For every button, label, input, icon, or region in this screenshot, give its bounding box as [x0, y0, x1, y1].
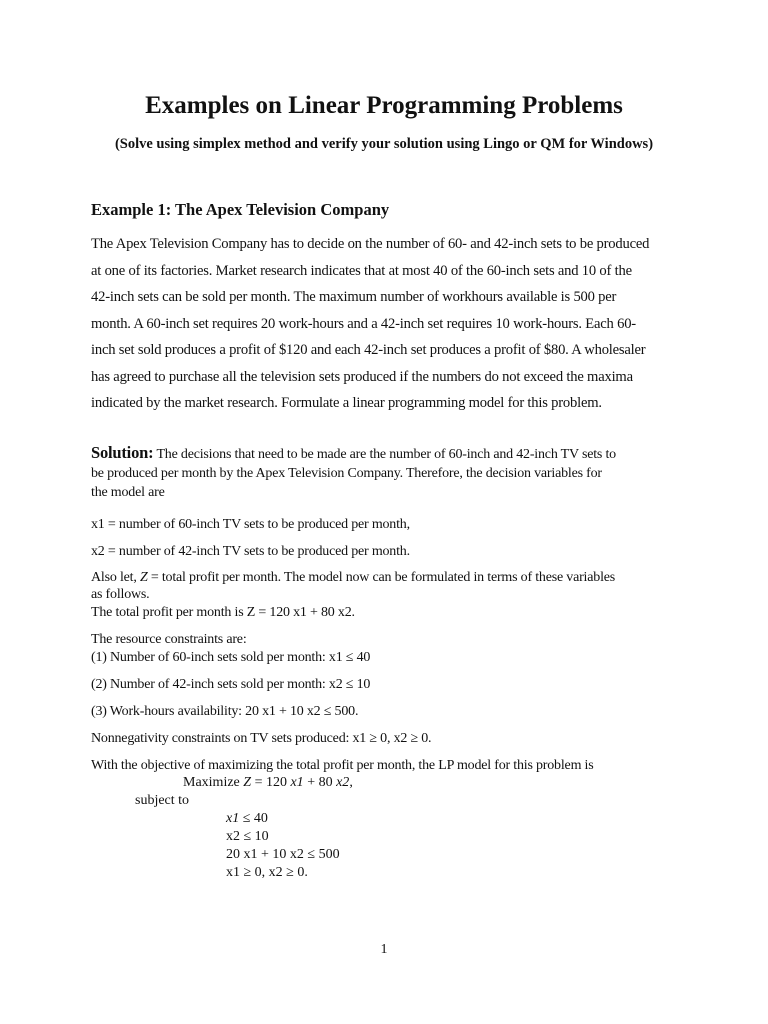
model-constraint-2: x2 ≤ 10	[226, 829, 269, 844]
variable-x2-definition: x2 = number of 42-inch TV sets to be produced per month.	[91, 544, 410, 559]
example-heading: Example 1: The Apex Television Company	[91, 200, 390, 219]
z-variable: Z	[139, 570, 148, 585]
solution-label: Solution:	[91, 443, 154, 462]
objective-statement: With the objective of maximizing the total profit per month, the LP model for this problem is	[91, 758, 594, 773]
maximize-text: = 120	[251, 775, 291, 790]
total-profit-line: The total profit per month is Z = 120 x1 + 80 x2.	[91, 605, 355, 620]
problem-line: 42-inch sets can be sold per month. The maximum number of workhours available is 500 per	[91, 289, 617, 305]
constraint-3: (3) Work-hours availability: 20 x1 + 10 x2 ≤ 500.	[91, 704, 359, 719]
nonnegativity-constraints: Nonnegativity constraints on TV sets produced: x1 ≥ 0, x2 ≥ 0.	[91, 731, 432, 746]
x1-variable: x1	[290, 775, 304, 790]
also-let-rest: = total profit per month. The model now can be formulated in terms of these variables	[147, 570, 616, 585]
problem-line: month. A 60-inch set requires 20 work-hours and a 42-inch set requires 10 work-hours. Each 60-	[91, 315, 636, 332]
problem-line: The Apex Television Company has to decide on the number of 60- and 42-inch sets to be produced	[91, 236, 650, 252]
as-follows-line: as follows.	[91, 587, 150, 602]
problem-line: indicated by the market research. Formulate a linear programming model for this problem.	[91, 395, 602, 411]
maximize-label: Maximize	[183, 775, 244, 790]
page-title: Examples on Linear Programming Problems	[145, 92, 623, 119]
constraint-text: ≤ 40	[239, 811, 268, 826]
resource-constraints-intro: The resource constraints are:	[91, 632, 247, 647]
page-subtitle: (Solve using simplex method and verify your solution using Lingo or QM for Windows)	[114, 136, 654, 152]
also-let-line	[91, 570, 615, 586]
solution-text: the model are	[91, 485, 165, 500]
solution-text: be produced per month by the Apex Television Company. Therefore, the decision variables for	[91, 466, 602, 481]
solution-intro	[91, 443, 616, 502]
problem-line: has agreed to purchase all the television sets produced if the numbers do not exceed the maxima	[91, 368, 633, 385]
maximize-line	[183, 775, 353, 791]
x2-variable: x2	[336, 775, 350, 790]
problem-statement	[91, 231, 681, 417]
subject-to-label: subject to	[135, 793, 190, 808]
variable-x1-definition: x1 = number of 60-inch TV sets to be produced per month,	[91, 517, 410, 532]
maximize-text: + 80	[303, 775, 337, 790]
solution-text: The decisions that need to be made are the number of 60-inch and 42-inch TV sets to	[153, 447, 616, 462]
model-constraint-1	[226, 811, 268, 827]
x1-variable: x1	[226, 811, 240, 826]
problem-line: at one of its factories. Market research indicates that at most 40 of the 60-inch sets and 10 of the	[91, 262, 632, 279]
also-let-prefix: Also let,	[91, 570, 140, 585]
problem-line: inch set sold produces a profit of $120 and each 42-inch set produces a profit of $80. A wholesaler	[91, 342, 646, 358]
maximize-text: ,	[349, 775, 353, 790]
constraint-1: (1) Number of 60-inch sets sold per month: x1 ≤ 40	[91, 650, 371, 665]
page-number: 1	[380, 942, 388, 957]
model-constraint-3: 20 x1 + 10 x2 ≤ 500	[226, 847, 340, 862]
z-variable: Z	[243, 775, 252, 790]
constraint-2: (2) Number of 42-inch sets sold per month: x2 ≤ 10	[91, 677, 371, 692]
model-constraint-4: x1 ≥ 0, x2 ≥ 0.	[226, 865, 308, 880]
